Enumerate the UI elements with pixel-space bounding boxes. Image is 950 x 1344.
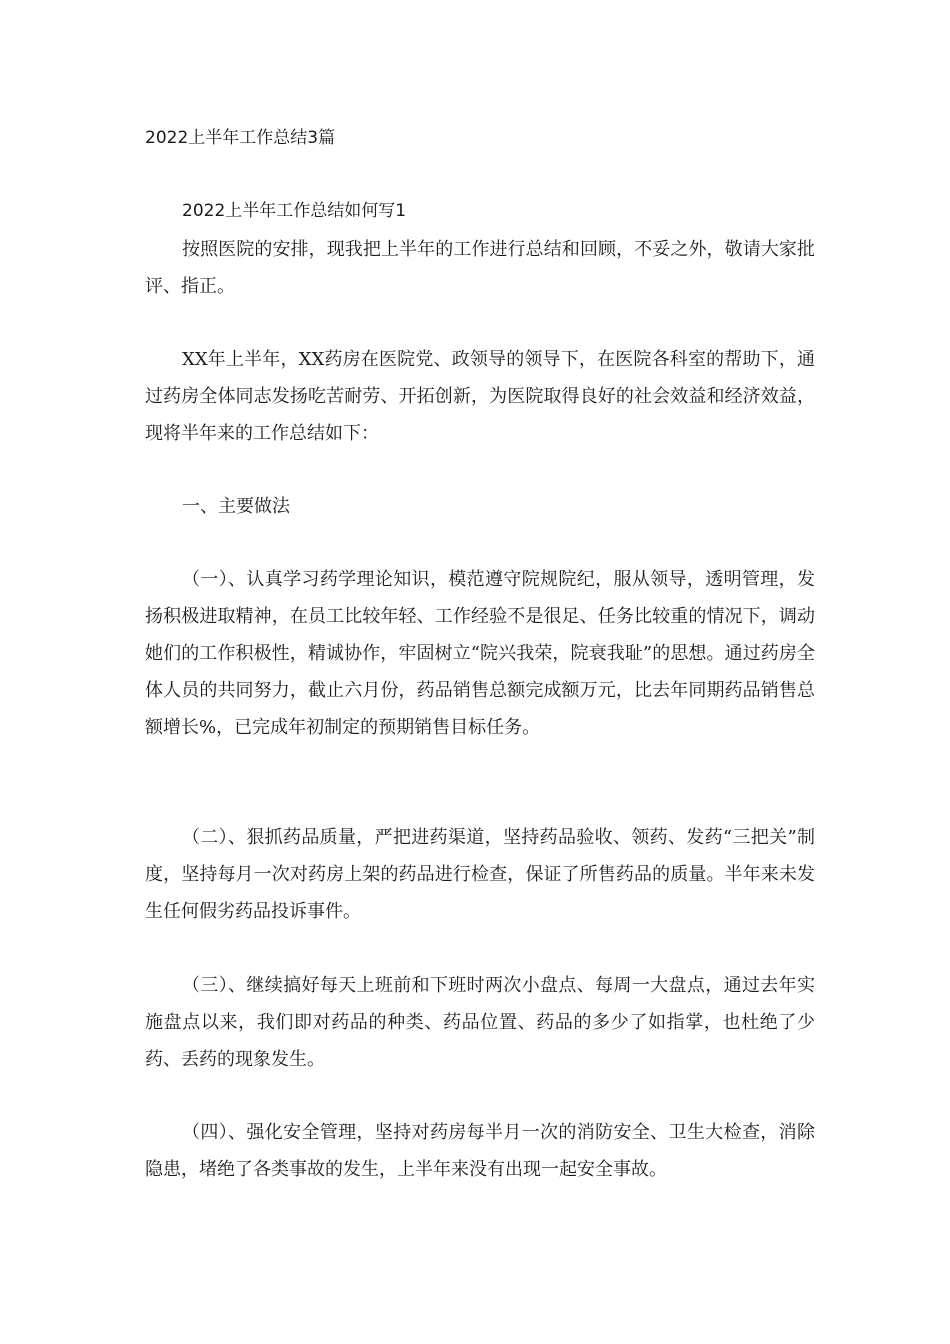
paragraph-overview: XX年上半年，XX药房在医院党、政领导的领导下，在医院各科室的帮助下，通过药房全体同志发扬吃苦耐劳、开拓创新，为医院取得良好的社会效益和经济效益，现将半年来的工作总结如下： (145, 349, 815, 444)
paragraph-item-2: （二）、狠抓药品质量，严把进药渠道，坚持药品验收、领药、发药“三把关”制度，坚持每月一次对药房上架的药品进行检查，保证了所售药品的质量。半年来未发生任何假劣药品投诉事件。 (145, 827, 815, 922)
paragraph-item-3: （三）、继续搞好每天上班前和下班时两次小盘点、每周一大盘点，通过去年实施盘点以来，我们即对药品的种类、药品位置、药品的多少了如指掌，也杜绝了少药、丢药的现象发生。 (145, 975, 815, 1070)
paragraph-intro: 按照医院的安排，现我把上半年的工作进行总结和回顾，不妥之外，敬请大家批评、指正。 (145, 239, 815, 297)
document-title: 2022上半年工作总结3篇 (145, 128, 336, 148)
document-subtitle: 2022上半年工作总结如何写1 (182, 201, 407, 221)
paragraph-item-1: （一）、认真学习药学理论知识，模范遵守院规院纪，服从领导，透明管理，发扬积极进取精神，在员工比较年轻、工作经验不是很足、任务比较重的情况下，调动她们的工作积极性，精诚协作，牢固树立“院兴我荣，院衰我耻”的思想。通过药房全体人员的共同努力，截止六月份，药品销售总额完成额万元，比去年同期药品销售总额增长%，已完成年初制定的预期销售目标任务。 (145, 569, 815, 738)
paragraph-item-4: （四）、强化安全管理，坚持对药房每半月一次的消防安全、卫生大检查，消除隐患，堵绝了各类事故的发生，上半年来没有出现一起安全事故。 (145, 1122, 815, 1180)
section-heading: 一、主要做法 (182, 496, 290, 517)
